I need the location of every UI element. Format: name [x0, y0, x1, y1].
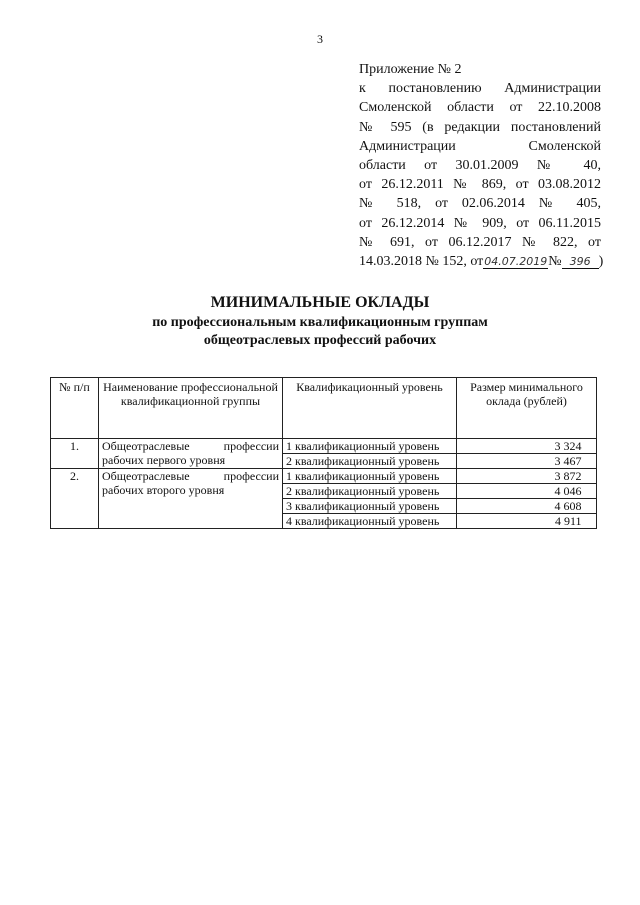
table-row	[51, 439, 597, 454]
closing-paren: )	[598, 254, 604, 270]
number-sign: №	[548, 254, 562, 270]
size-value: 4 608	[554, 499, 582, 513]
header-no: № п/п	[51, 378, 99, 439]
appendix-line: области от 30.01.2009 № 40,	[359, 158, 601, 174]
size-cell	[457, 439, 597, 454]
table-header-row	[51, 378, 597, 439]
title-sub-2: общеотраслевых профессий рабочих	[203, 333, 437, 348]
appendix-line: от 26.12.2014 № 909, от 06.11.2015	[359, 215, 601, 231]
appendix-line: от 26.12.2011 № 869, от 03.08.2012	[359, 177, 601, 193]
header-group: Наименование профессиональной квалификационной группы	[99, 378, 283, 439]
appendix-line: Приложение № 2	[359, 62, 462, 77]
level-cell: 3 квалификационный уровень	[283, 499, 457, 514]
level-cell: 2 квалификационный уровень	[283, 484, 457, 499]
level-cell: 1 квалификационный уровень	[283, 469, 457, 484]
appendix-line: Смоленской области от 22.10.2008	[359, 100, 601, 116]
size-value: 3 467	[554, 454, 582, 468]
salary-table	[50, 377, 597, 529]
appendix-line: Администрации Смоленской	[359, 138, 601, 154]
title-main: МИНИМАЛЬНЫЕ ОКЛАДЫ	[210, 294, 430, 311]
group-number: 1.	[51, 439, 99, 469]
appendix-last-line	[359, 252, 604, 271]
size-value: 3 324	[554, 439, 582, 453]
size-cell	[457, 484, 597, 499]
level-cell: 4 квалификационный уровень	[283, 514, 457, 529]
group-name: Общеотраслевые профессии рабочих первого уровня	[99, 439, 283, 469]
appendix-line: к постановлению Администрации	[359, 81, 601, 97]
handwritten-date: 04.07.2019	[484, 255, 548, 269]
appendix-line: № 691, от 06.12.2017 № 822, от	[359, 234, 601, 250]
size-cell	[457, 499, 597, 514]
size-value: 4 911	[554, 514, 582, 528]
size-value: 4 046	[554, 484, 582, 498]
level-cell: 2 квалификационный уровень	[283, 454, 457, 469]
size-value: 3 872	[554, 469, 582, 483]
header-level: Квалификационный уровень	[283, 378, 457, 439]
size-cell	[457, 469, 597, 484]
title-sub-1: по профессиональным квалификационным группам	[152, 315, 488, 330]
size-cell	[457, 514, 597, 529]
table-row	[51, 469, 597, 484]
level-cell: 1 квалификационный уровень	[283, 439, 457, 454]
group-number: 2.	[51, 469, 99, 529]
appendix-note	[359, 60, 604, 271]
group-name: Общеотраслевые профессии рабочих второго уровня	[99, 469, 283, 529]
page-number: 3	[317, 32, 323, 46]
handwritten-number: 396	[562, 255, 599, 269]
appendix-line: № 518, от 02.06.2014 № 405,	[359, 196, 601, 212]
document-title	[0, 294, 640, 350]
size-cell	[457, 454, 597, 469]
appendix-line: № 595 (в редакции постановлений	[359, 119, 601, 135]
appendix-last-line-prefix: 14.03.2018 № 152, от	[359, 254, 484, 270]
header-size: Размер минимального оклада (рублей)	[457, 378, 597, 439]
